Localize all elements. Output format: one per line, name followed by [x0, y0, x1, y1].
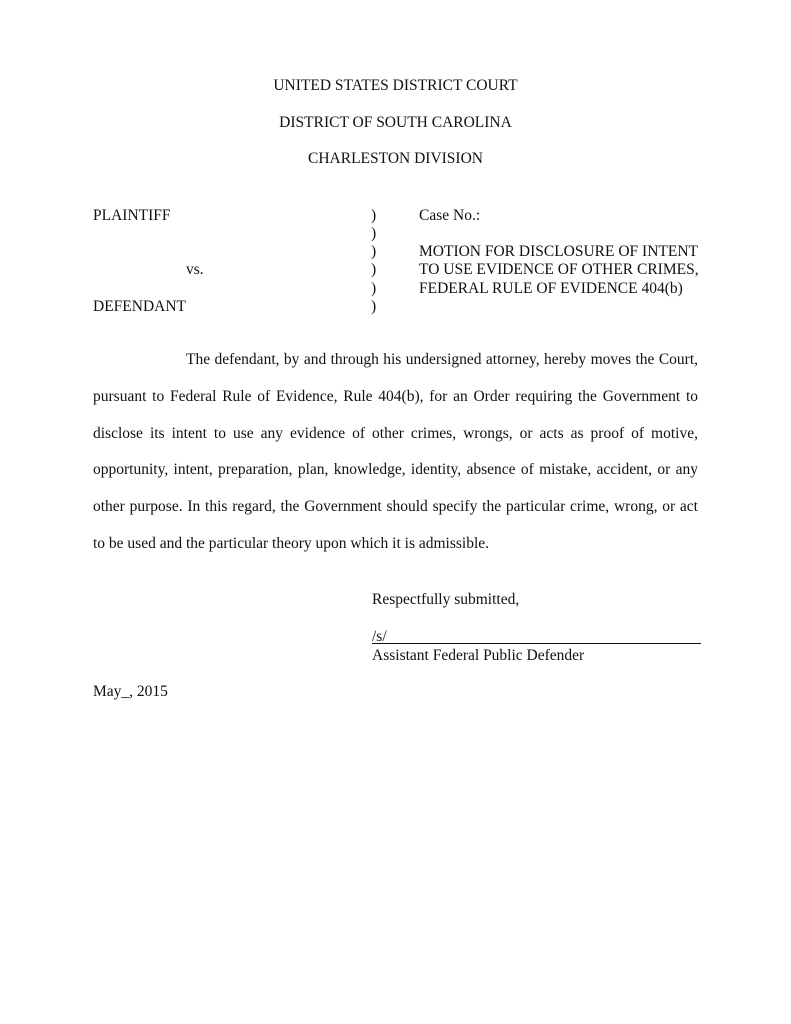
motion-title-line-1: MOTION FOR DISCLOSURE OF INTENT [419, 243, 699, 260]
filing-date: May_, 2015 [93, 683, 168, 700]
caption-paren: ) [371, 225, 377, 242]
signer-title: Assistant Federal Public Defender [372, 647, 585, 664]
motion-title-line-3: FEDERAL RULE OF EVIDENCE 404(b) [419, 280, 683, 297]
caption-paren: ) [371, 243, 377, 260]
plaintiff-label: PLAINTIFF [93, 207, 171, 224]
motion-title-line-2: TO USE EVIDENCE OF OTHER CRIMES, [419, 261, 699, 278]
case-number-label: Case No.: [419, 207, 481, 224]
caption-paren: ) [371, 280, 377, 297]
closing-line: Respectfully submitted, [372, 591, 520, 608]
signature-mark: /s/ [372, 628, 387, 645]
division-name: CHARLESTON DIVISION [308, 150, 483, 167]
signature-line [372, 626, 701, 644]
caption-paren: ) [371, 298, 377, 315]
caption-paren: ) [371, 207, 377, 224]
defendant-label: DEFENDANT [93, 298, 186, 315]
caption-paren: ) [371, 261, 377, 278]
motion-body-paragraph [93, 342, 698, 563]
versus-label: vs. [186, 261, 204, 278]
motion-body-text: The defendant, by and through his undersigned attorney, hereby moves the Court, pursuant to Federal Rule of Evidence, Rule 404(b), for an Order requiring the Government to disclose its intent to use any evidence of other crimes, wrongs, or acts as proof of motive, opportunity, intent, preparation, plan, knowledge, identity, absence of mistake, accident, or any other purpose. In this regard, the Government should specify the particular crime, wrong, or act to be used and the particular theory upon which it is admissible. [93, 351, 698, 552]
court-name: UNITED STATES DISTRICT COURT [273, 77, 518, 94]
district-name: DISTRICT OF SOUTH CAROLINA [279, 114, 512, 131]
